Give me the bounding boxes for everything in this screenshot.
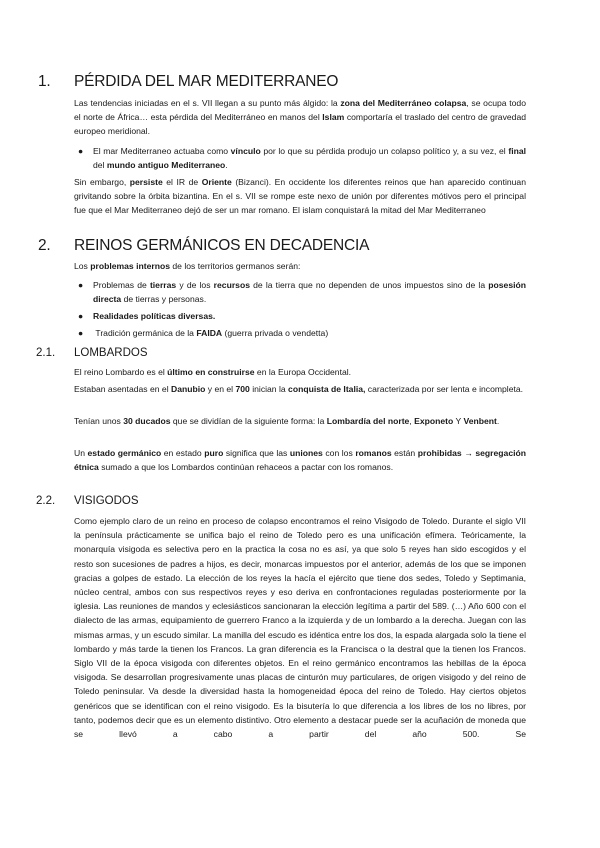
paragraph: Un estado germánico en estado puro significa que las uniones con los romanos están prohibidas → segregación étnica sumado a que los Lombardos continúan rehaceos a pactar con los romanos.	[74, 448, 526, 473]
bullet-dot-icon: ●	[78, 280, 84, 290]
paragraph: Tenían unos 30 ducados que se dividían de la siguiente forma: la Lombardía del norte, Exponeto Y Venbent.	[74, 416, 500, 426]
paragraph: Los problemas internos de los territorios germanos serán:	[74, 261, 301, 271]
document-page: 1. PÉRDIDA DEL MAR MEDITERRANEO Las tendencias iniciadas en el s. VII llegan a su punto más álgido: la zona del Mediterráneo colapsa, se ocupa todo el norte de África… esta pérdida del Mediterráneo en manos del Islam comportaría el traslado del centro de gravedad europeo meridional. ● El mar Mediterraneo actuaba como vínculo por lo que su pérdida produjo un colapso político y, a su vez, el final del mundo antiguo Mediterraneo. Sin embargo, persiste el IR de Oriente (Bizanci). En occidente los diferentes reinos que han aparecido continuan grivitando sobre la órbita bizantina. En el s. VII se rompe este nexo de unión por diferentes mótivos pero el principal fue que el Mar Mediterraneo dejó de ser un mar romano. El islam conquistará la mitad del Mar Mediterraneo 2. REINOS GERMÁNICOS EN DECADENCIA Los problemas internos de los territorios germanos serán: ● Problemas de tierras y de los recursos de la tierra que no dependen de unos impuestos sino de la posesión directa de tierras y personas. ● Realidades políticas diversas. ● Tradición germánica de la FAIDA (guerra privada o vendetta) 2.1. LOMBARDOS El reino Lombardo es el último en construirse en la Europa Occidental. Estaban asentadas en el Danubio y en el 700 inician la conquista de Italia, caracterizada por ser lenta e incompleta. Tenían unos 30 ducados que se dividían de la siguiente forma: la Lombardía del norte, Exponeto Y Venbent. Un estado germánico en estado puro significa que las uniones con los romanos están prohibidas → segregación étnica sumado a que los Lombardos continúan rehaceos a pactar con los romanos. 2.2. VISIGODOS Como ejemplo claro de un reino en proceso de colapso encontramos el reino Visigodo de Toledo. Durante el siglo VII la península prácticamente se unifica bajo el reino de Toledo pero es una unificación efímera. Teóricamente, la monarquía visigoda es selectiva pero en la practica la cosa no es así, ya que solo 5 reyes han sido escogidos y el resto son sucesiones de padres a hijos, es decir, monarcas impuestos por el anterior, además de los que se imponen gracias a golpes de estado. La elección de los reyes la hacía el ejército que tiene dos sedes, Toledo y Septimania, núcleo central, ambos con sus respectivos reyes y eso deriva en confrontaciones reguladas posteriormente por la iglesia. Las reuniones de mandos y eclesiásticos sancionaran la elección legítima a partir del 589. (…) Año 600 con el dialecto de las armas, equipamiento de guerrero Franco a la izquierda y de un lombardo a la derecha. Juegan con las mismas armas, y un escudo similar. La manilla del escudo es idéntica entre los dos, la espada alargada solo la tiene el lombardo y más tarde la tienen los Francos. La gran diferencia es la Francisca o la destral que la tienen los Francos. Siglo VII de la época visigoda con diferentes objetos. En el reino germánico encontramos las hebillas de la época visigoda. Se desarrollan progresivamente unas placas de cinturón muy particulares, de origen visigodo y del reino de Toledo peninsular. Va desde la diversidad hasta la homogeneidad época del reino de Toledo. Hay ciertos objetos genéricos que se identifican con el reino visigodo. Es la bisutería lo que diferencia a los libres de los no libres, por tanto, podemos decir que es un elemento distintivo. Otro elemento a destacar puede ser la acuñación de moneda que se llevó a cabo a partir del año 500. Se	[0, 0, 600, 848]
section-number: 1.	[38, 73, 51, 90]
section-title: LOMBARDOS	[74, 347, 148, 359]
paragraph: El reino Lombardo es el último en construirse en la Europa Occidental.	[74, 367, 352, 377]
paragraph: Las tendencias iniciadas en el s. VII llegan a su punto más álgido: la zona del Mediterráneo colapsa, se ocupa todo el norte de África… esta pérdida del Mediterráneo en manos del Islam comportaría el traslado del centro de gravedad europeo meridional.	[74, 98, 526, 137]
paragraph: Como ejemplo claro de un reino en proceso de colapso encontramos el reino Visigodo de Toledo. Durante el siglo VII la península prácticamente se unifica bajo el reino de Toledo pero es una unificación efímera. Teóricamente, la monarquía visigoda es selectiva pero en la practica la cosa no es así, ya que solo 5 reyes han sido escogidos y el resto son sucesiones de padres a hijos, es decir, monarcas impuestos por el anterior, además de los que se imponen gracias a golpes de estado. La elección de los reyes la hacía el ejército que tiene dos sedes, Toledo y Septimania, núcleo central, ambos con sus respectivos reyes y eso deriva en confrontaciones reguladas posteriormente por la iglesia. Las reuniones de mandos y eclesiásticos sancionaran la elección legítima a partir del 589. (…) Año 600 con el dialecto de las armas, equipamiento de guerrero Franco a la izquierda y de un lombardo a la derecha. Juegan con las mismas armas, y un escudo similar. La manilla del escudo es idéntica entre los dos, la espada alargada solo la tiene el lombardo y más tarde la tienen los Francos. La gran diferencia es la Francisca o la destral que la tienen los Francos. Siglo VII de la época visigoda con diferentes objetos. En el reino germánico encontramos las hebillas de la época visigoda. Se desarrollan progresivamente unas placas de cinturón muy particulares, de origen visigodo y del reino de Toledo peninsular. Va desde la diversidad hasta la homogeneidad época del reino de Toledo. Hay ciertos objetos genéricos que se identifican con el reino visigodo. Es la bisutería lo que diferencia a los libres de los no libres, por tanto, podemos decir que es un elemento distintivo. Otro elemento a destacar puede ser la acuñación de moneda que se llevó a cabo a partir del año 500. Se	[74, 516, 526, 740]
section-number: 2.	[38, 237, 51, 254]
section-title: REINOS GERMÁNICOS EN DECADENCIA	[74, 237, 370, 254]
paragraph: Estaban asentadas en el Danubio y en el 700 inician la conquista de Italia, caracterizada por ser lenta e incompleta.	[74, 384, 524, 394]
paragraph: Sin embargo, persiste el IR de Oriente (Bizanci). En occidente los diferentes reinos que han aparecido continuan grivitando sobre la órbita bizantina. En el s. VII se rompe este nexo de unión por diferentes mótivos pero el principal fue que el Mar Mediterraneo dejó de ser un mar romano. El islam conquistará la mitad del Mar Mediterraneo	[74, 177, 526, 216]
bullet-dot-icon: ●	[78, 328, 84, 338]
bullet-dot-icon: ●	[78, 146, 84, 156]
section-number: 2.1.	[36, 347, 56, 359]
section-title: PÉRDIDA DEL MAR MEDITERRANEO	[74, 73, 339, 90]
section-title: VISIGODOS	[74, 495, 139, 507]
section-number: 2.2.	[36, 495, 56, 507]
bullet-dot-icon: ●	[78, 311, 84, 321]
